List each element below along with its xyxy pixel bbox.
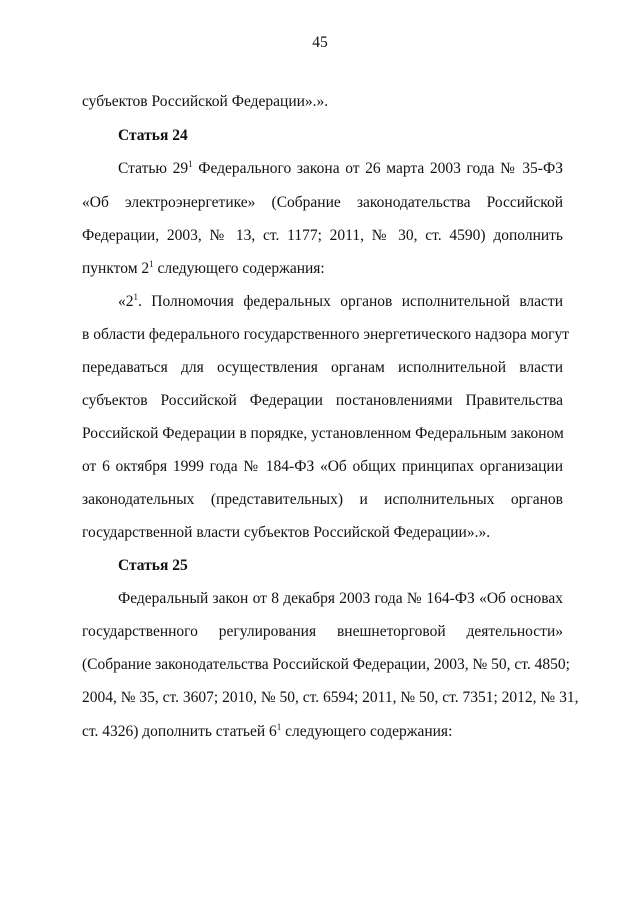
article-24-quote-line-5: Российской Федерации в порядке, установленном Федеральным законом [82,425,564,442]
article-25-line-5: ст. 4326) дополнить статьей $6^1$ следующего содержания: [82,722,453,740]
article-25-line-1: Федеральный закон от 8 декабря 2003 года № 164-ФЗ «Об основах [118,590,563,607]
article-24-quote-line-1: «$2^1$. Полномочия федеральных органов исполнительной власти [118,292,563,310]
continuation-line: субъектов Российской Федерации».». [82,93,329,110]
article-24-heading: Статья 24 [118,127,188,144]
article-25-line-2: государственного регулирования внешнеторговой деятельности» [82,623,563,640]
article-24-quote-line-2: в области федерального государственного энергетического надзора могут [82,326,570,343]
article-24-quote-line-8: государственной власти субъектов Российской Федерации».». [82,524,491,541]
article-24-quote-line-4: субъектов Российской Федерации постановлениями Правительства [82,392,563,409]
article-25-line-4: 2004, № 35, ст. 3607; 2010, № 50, ст. 6594; 2011, № 50, ст. 7351; 2012, № 31, [82,689,579,706]
article-24-intro-line-3: Федерации, 2003, № 13, ст. 1177; 2011, № 30, ст. 4590) дополнить [82,227,563,244]
page-number: 45 [312,34,328,51]
article-24-quote-line-6: от 6 октября 1999 года № 184-ФЗ «Об общих принципах организации [82,458,563,475]
article-25-line-3: (Собрание законодательства Российской Федерации, 2003, № 50, ст. 4850; [82,656,570,673]
article-24-quote-line-7: законодательных (представительных) и исполнительных органов [82,491,563,508]
article-25-heading: Статья 25 [118,557,188,574]
article-24-intro-line-1: Статью $29^1$ Федерального закона от 26 марта 2003 года № 35-ФЗ [118,159,563,177]
article-24-intro-line-2: «Об электроэнергетике» (Собрание законодательства Российской [82,194,563,211]
article-24-intro-line-4: пунктом $2^1$ следующего содержания: [82,259,325,277]
article-24-quote-line-3: передаваться для осуществления органам исполнительной власти [82,359,563,376]
